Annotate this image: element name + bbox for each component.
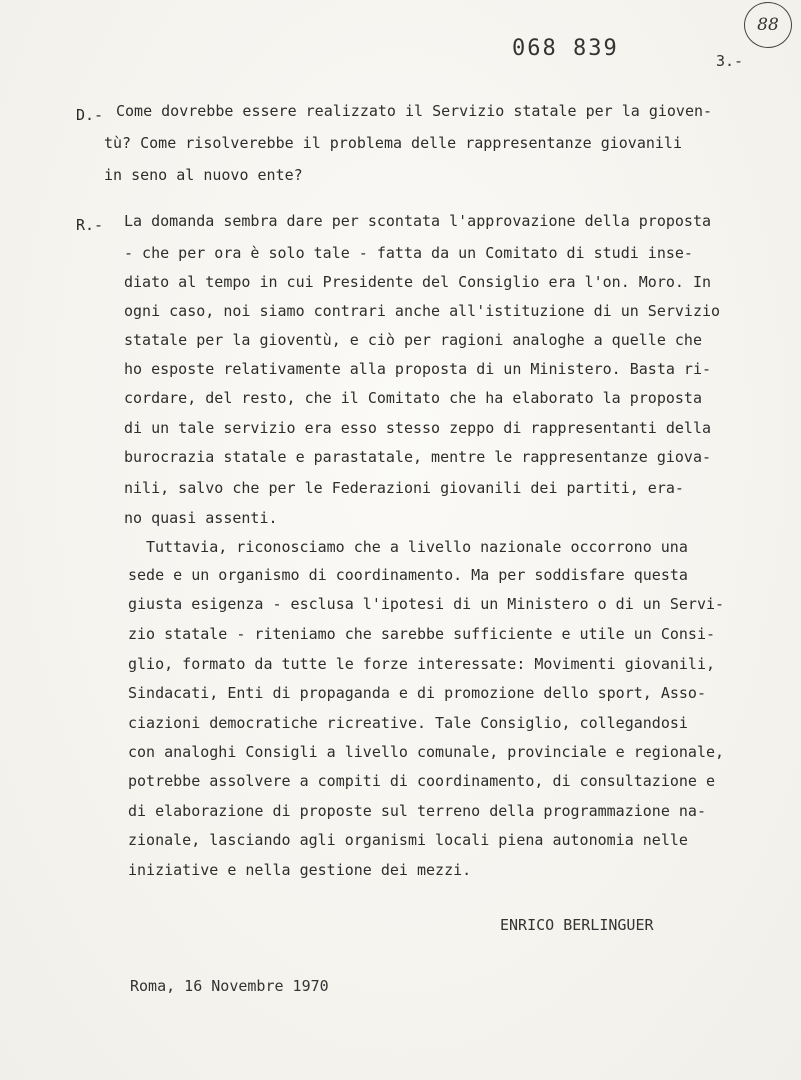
answer-line: ho esposte relativamente alla proposta di un Ministero. Basta ri- [124,360,711,378]
question-line: Come dovrebbe essere realizzato il Servizio statale per la gioven- [116,102,713,120]
page-number: 3.- [716,52,744,70]
signature: ENRICO BERLINGUER [500,916,654,934]
date-line: Roma, 16 Novembre 1970 [130,977,329,995]
answer-marker: R.- [76,216,104,234]
answer-line: no quasi assenti. [124,509,278,527]
answer-line: La domanda sembra dare per scontata l'approvazione della proposta [124,212,711,230]
answer-line: zionale, lasciando agli organismi locali piena autonomia nelle [128,831,688,849]
answer-line: sede e un organismo di coordinamento. Ma per soddisfare questa [128,566,688,584]
answer-line: statale per la gioventù, e ciò per ragioni analoghe a quelle che [124,331,702,349]
answer-line: glio, formato da tutte le forze interessate: Movimenti giovanili, [128,655,715,673]
archive-number: 068 839 [512,36,619,61]
answer-line: potrebbe assolvere a compiti di coordinamento, di consultazione e [128,772,715,790]
folio-stamp: 88 [744,2,792,48]
answer-line: giusta esigenza - esclusa l'ipotesi di un Ministero o di un Servi- [128,595,725,613]
answer-line: burocrazia statale e parastatale, mentre le rappresentanze giova- [124,448,711,466]
answer-line: nili, salvo che per le Federazioni giovanili dei partiti, era- [124,479,684,497]
answer-line: cordare, del resto, che il Comitato che ha elaborato la proposta [124,389,702,407]
answer-line: iniziative e nella gestione dei mezzi. [128,861,472,879]
answer-line: con analoghi Consigli a livello comunale, provinciale e regionale, [128,743,725,761]
answer-line: Tuttavia, riconosciamo che a livello nazionale occorrono una [146,538,688,556]
answer-line: ciazioni democratiche ricreative. Tale Consiglio, collegandosi [128,714,688,732]
question-line: tù? Come risolverebbe il problema delle rappresentanze giovanili [104,134,682,152]
answer-line: ogni caso, noi siamo contrari anche all'istituzione di un Servizio [124,302,721,320]
answer-line: zio statale - riteniamo che sarebbe sufficiente e utile un Consi- [128,625,715,643]
answer-line: - che per ora è solo tale - fatta da un Comitato di studi inse- [124,244,693,262]
answer-line: di un tale servizio era esso stesso zeppo di rappresentanti della [124,419,711,437]
answer-line: diato al tempo in cui Presidente del Consiglio era l'on. Moro. In [124,273,711,291]
answer-line: di elaborazione di proposte sul terreno della programmazione na- [128,802,706,820]
question-marker: D.- [76,106,104,124]
answer-line: Sindacati, Enti di propaganda e di promozione dello sport, Asso- [128,684,706,702]
question-line: in seno al nuovo ente? [104,166,303,184]
